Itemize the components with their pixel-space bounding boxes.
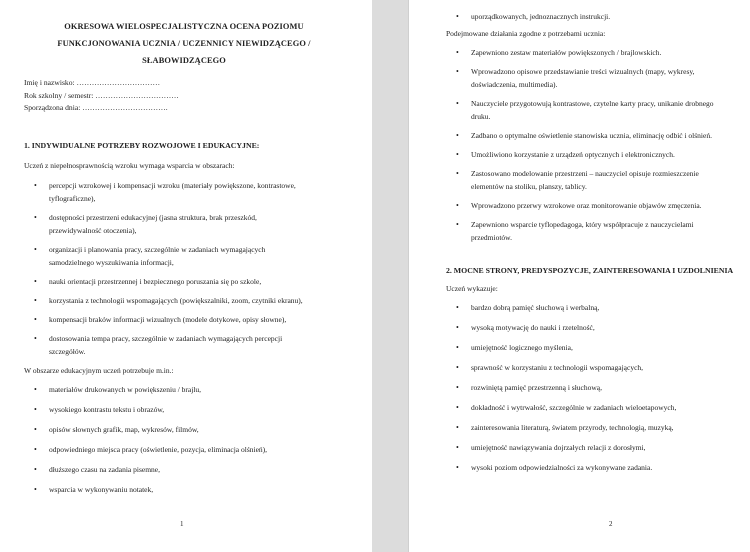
- list-item: • dostępności przestrzeni edukacyjnej (jasna struktura, brak przeszkód, przewidywalność otoczenia),: [24, 211, 352, 237]
- list-item: • dostosowania tempa pracy, szczególnie w zadaniach wymagających percepcji szczegółów.: [24, 332, 352, 358]
- list-item: • umiejętność logicznego myślenia,: [446, 341, 750, 354]
- title-line: FUNKCJONOWANIA UCZNIA / UCZENNICY NIEWIDZĄCEGO /: [57, 39, 311, 48]
- support-areas-list: [24, 179, 352, 358]
- page-gutter: [372, 0, 408, 552]
- educational-needs-list: [24, 383, 352, 496]
- list-item: • nauki orientacji przestrzennej i bezpiecznego poruszania się po szkole,: [24, 275, 352, 288]
- list-item: • Zapewniono zestaw materiałów powiększonych / brajlowskich.: [446, 46, 750, 59]
- list-item: • materiałów drukowanych w powiększeniu / brajlu,: [24, 383, 352, 396]
- list-item: • opisów słownych grafik, map, wykresów, filmów,: [24, 423, 352, 436]
- list-item: • korzystania z technologii wspomagających (powiększalniki, zoom, czytniki ekranu),: [24, 294, 352, 307]
- page-number: 1: [180, 520, 184, 528]
- list-item: • rozwiniętą pamięć przestrzenną i słuchową,: [446, 381, 750, 394]
- list-item: • zainteresowania literaturą, światem przyrody, technologią, muzyką,: [446, 421, 750, 434]
- actions-intro: Podejmowane działania zgodne z potrzebami ucznia:: [446, 29, 606, 38]
- list-item: • Zastosowano modelowanie przestrzeni – nauczyciel opisuje rozmieszczenie elementów na stoliku, planszy, tablicy.: [446, 167, 750, 193]
- meta-block: [24, 77, 352, 115]
- list-item: • percepcji wzrokowej i kompensacji wzroku (materiały powiększone, kontrastowe, tyflograficzne),: [24, 179, 352, 205]
- list-item: • sprawność w korzystaniu z technologii wspomagających,: [446, 361, 750, 374]
- title-line: SŁABOWIDZĄCEGO: [142, 56, 226, 65]
- list-item: • Wprowadzono opisowe przedstawianie treści wizualnych (mapy, wykresy, doświadczenia, multimedia).: [446, 65, 750, 91]
- list-item: • dłuższego czasu na zadania pisemne,: [24, 463, 352, 476]
- list-item: • organizacji i planowania pracy, szczególnie w zadaniach wymagających samodzielnego wyszukiwania informacji,: [24, 243, 352, 269]
- section-1-heading: 1. INDYWIDUALNE POTRZEBY ROZWOJOWE I EDUKACYJNE:: [24, 140, 260, 150]
- student-name-field: Imię i nazwisko: ……………………………: [24, 78, 161, 87]
- list-item: • kompensacji braków informacji wizualnych (modele dotykowe, opisy słowne),: [24, 313, 352, 326]
- list-item: • Wprowadzono przerwy wzrokowe oraz monitorowanie objawów zmęczenia.: [446, 199, 750, 212]
- list-item: • odpowiedniego miejsca pracy (oświetlenie, pozycja, eliminacja olśnień),: [24, 443, 352, 456]
- list-item: • umiejętność nawiązywania dojrzałych relacji z dorosłymi,: [446, 441, 750, 454]
- document-page-1: [0, 0, 372, 552]
- strengths-intro: Uczeń wykazuje:: [446, 284, 498, 293]
- list-item: • Umożliwiono korzystanie z urządzeń optycznych i elektronicznych.: [446, 148, 750, 161]
- actions-list: [446, 46, 750, 244]
- list-item: • wysoki poziom odpowiedzialności za wykonywane zadania.: [446, 461, 750, 474]
- title-line: OKRESOWA WIELOSPECJALISTYCZNA OCENA POZIOMU: [64, 22, 304, 31]
- continued-list: [446, 10, 750, 23]
- list-item: • Zapewniono wsparcie tyflopedagoga, który współpracuje z nauczycielami przedmiotów.: [446, 218, 750, 244]
- list-item: • Nauczyciele przygotowują kontrastowe, czytelne karty pracy, unikanie drobnego druku.: [446, 97, 750, 123]
- list-item: • uporządkowanych, jednoznacznych instrukcji.: [446, 10, 750, 23]
- document-page-2: [408, 0, 750, 552]
- date-field: Sporządzona dnia: …………………………….: [24, 103, 168, 112]
- needs-intro: W obszarze edukacyjnym uczeń potrzebuje m.in.:: [24, 365, 174, 375]
- list-item: • wysokiego kontrastu tekstu i obrazów,: [24, 403, 352, 416]
- strengths-list: [446, 301, 750, 474]
- document-title: [24, 18, 352, 69]
- list-item: • Zadbano o optymalne oświetlenie stanowiska ucznia, eliminację odbić i olśnień.: [446, 129, 750, 142]
- list-item: • wsparcia w wykonywaniu notatek,: [24, 483, 352, 496]
- list-item: • wysoką motywację do nauki i rzetelność,: [446, 321, 750, 334]
- page-number: 2: [609, 520, 613, 528]
- list-item: • dokładność i wytrwałość, szczególnie w zadaniach wieloetapowych,: [446, 401, 750, 414]
- school-year-field: Rok szkolny / semestr: ……………………………: [24, 90, 179, 100]
- list-item: • bardzo dobrą pamięć słuchową i werbalną,: [446, 301, 750, 314]
- section-2-heading: 2. MOCNE STRONY, PREDYSPOZYCJE, ZAINTERESOWANIA I UZDOLNIENIA: [446, 266, 734, 275]
- section-1-intro: Uczeń z niepełnosprawnością wzroku wymaga wsparcia w obszarach:: [24, 160, 235, 170]
